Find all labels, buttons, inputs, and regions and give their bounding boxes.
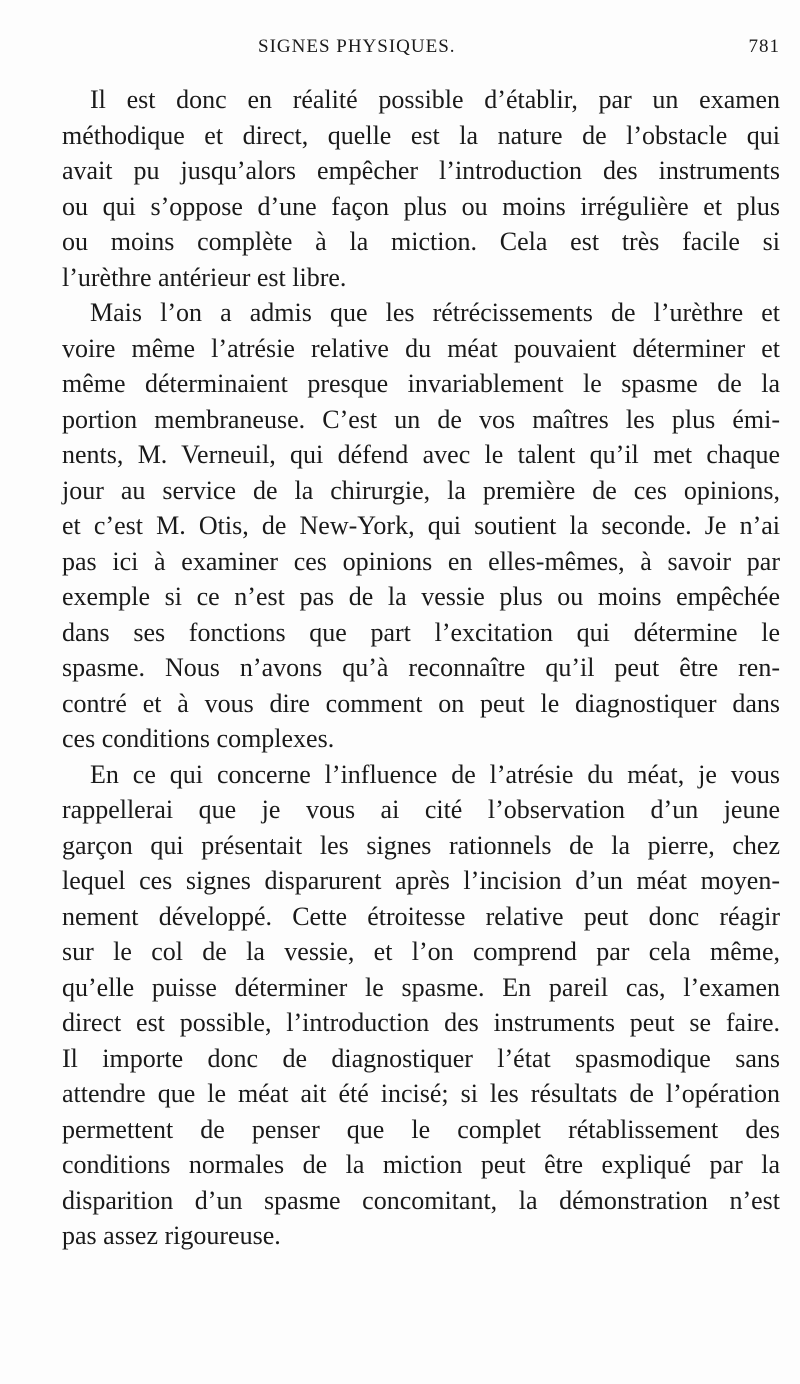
text-line: contré et à vous dire comment on peut le diagnostiquer dans	[62, 688, 780, 718]
text-line: méthodique et direct, quelle est la nature de l’obstacle qui	[62, 120, 780, 150]
text-line: Mais l’on a admis que les rétrécissements de l’urèthre et	[90, 298, 780, 327]
text-line: pas assez rigoureuse.	[62, 1221, 281, 1250]
text-line: ou moins complète à la miction. Cela est très facile si	[62, 227, 780, 256]
text-line: pas ici à examiner ces opinions en elles-mêmes, à savoir par	[62, 546, 780, 576]
page-number: 781	[748, 36, 780, 57]
text-line: et c’est M. Otis, de New-York, qui soutient la seconde. Je n’ai	[62, 511, 780, 540]
text-line: avait pu jusqu’alors empêcher l’introduction des instruments	[62, 156, 780, 185]
text-line: conditions normales de la miction peut être expliqué par la	[62, 1150, 780, 1179]
text-line: permettent de penser que le complet rétablissement des	[62, 1114, 780, 1144]
text-line: Il est donc en réalité possible d’établir, par un examen	[90, 85, 780, 114]
text-line: spasme. Nous n’avons qu’à reconnaître qu’il peut être ren-	[62, 653, 780, 682]
text-line: attendre que le méat ait été incisé; si les résultats de l’opération	[62, 1079, 780, 1108]
text-line: ou qui s’oppose d’une façon plus ou moins irrégulière et plus	[62, 191, 780, 221]
text-line: ces conditions complexes.	[62, 724, 335, 753]
text-line: l’urèthre antérieur est libre.	[62, 262, 347, 292]
text-line: voire même l’atrésie relative du méat pouvaient déterminer et	[62, 333, 780, 363]
text-line: direct est possible, l’introduction des instruments peut se faire.	[62, 1008, 780, 1037]
text-line: Il importe donc de diagnostiquer l’état spasmodique sans	[62, 1043, 780, 1073]
text-line: dans ses fonctions que part l’excitation qui détermine le	[62, 617, 780, 647]
text-line: même déterminaient presque invariablement le spasme de la	[62, 369, 780, 398]
text-line: disparition d’un spasme concomitant, la démonstration n’est	[62, 1185, 780, 1215]
text-line: qu’elle puisse déterminer le spasme. En pareil cas, l’examen	[62, 972, 780, 1002]
text-line: nement développé. Cette étroitesse relative peut donc réagir	[62, 901, 780, 931]
text-line: garçon qui présentait les signes rationnels de la pierre, chez	[62, 830, 780, 860]
text-line: portion membraneuse. C’est un de vos maîtres les plus émi-	[62, 404, 780, 434]
text-line: rappellerai que je vous ai cité l’observation d’un jeune	[62, 795, 780, 824]
body-text	[62, 82, 780, 1254]
page-header	[62, 36, 780, 66]
text-line: En ce qui concerne l’influence de l’atrésie du méat, je vous	[90, 759, 780, 789]
text-line: lequel ces signes disparurent après l’incision d’un méat moyen-	[62, 866, 780, 895]
text-line: sur le col de la vessie, et l’on comprend par cela même,	[62, 937, 780, 966]
text-line: exemple si ce n’est pas de la vessie plus ou moins empêchée	[62, 582, 780, 611]
text-line: jour au service de la chirurgie, la première de ces opinions,	[62, 475, 780, 505]
running-title: SIGNES PHYSIQUES.	[258, 36, 456, 57]
text-line: nents, M. Verneuil, qui défend avec le talent qu’il met chaque	[62, 440, 780, 469]
